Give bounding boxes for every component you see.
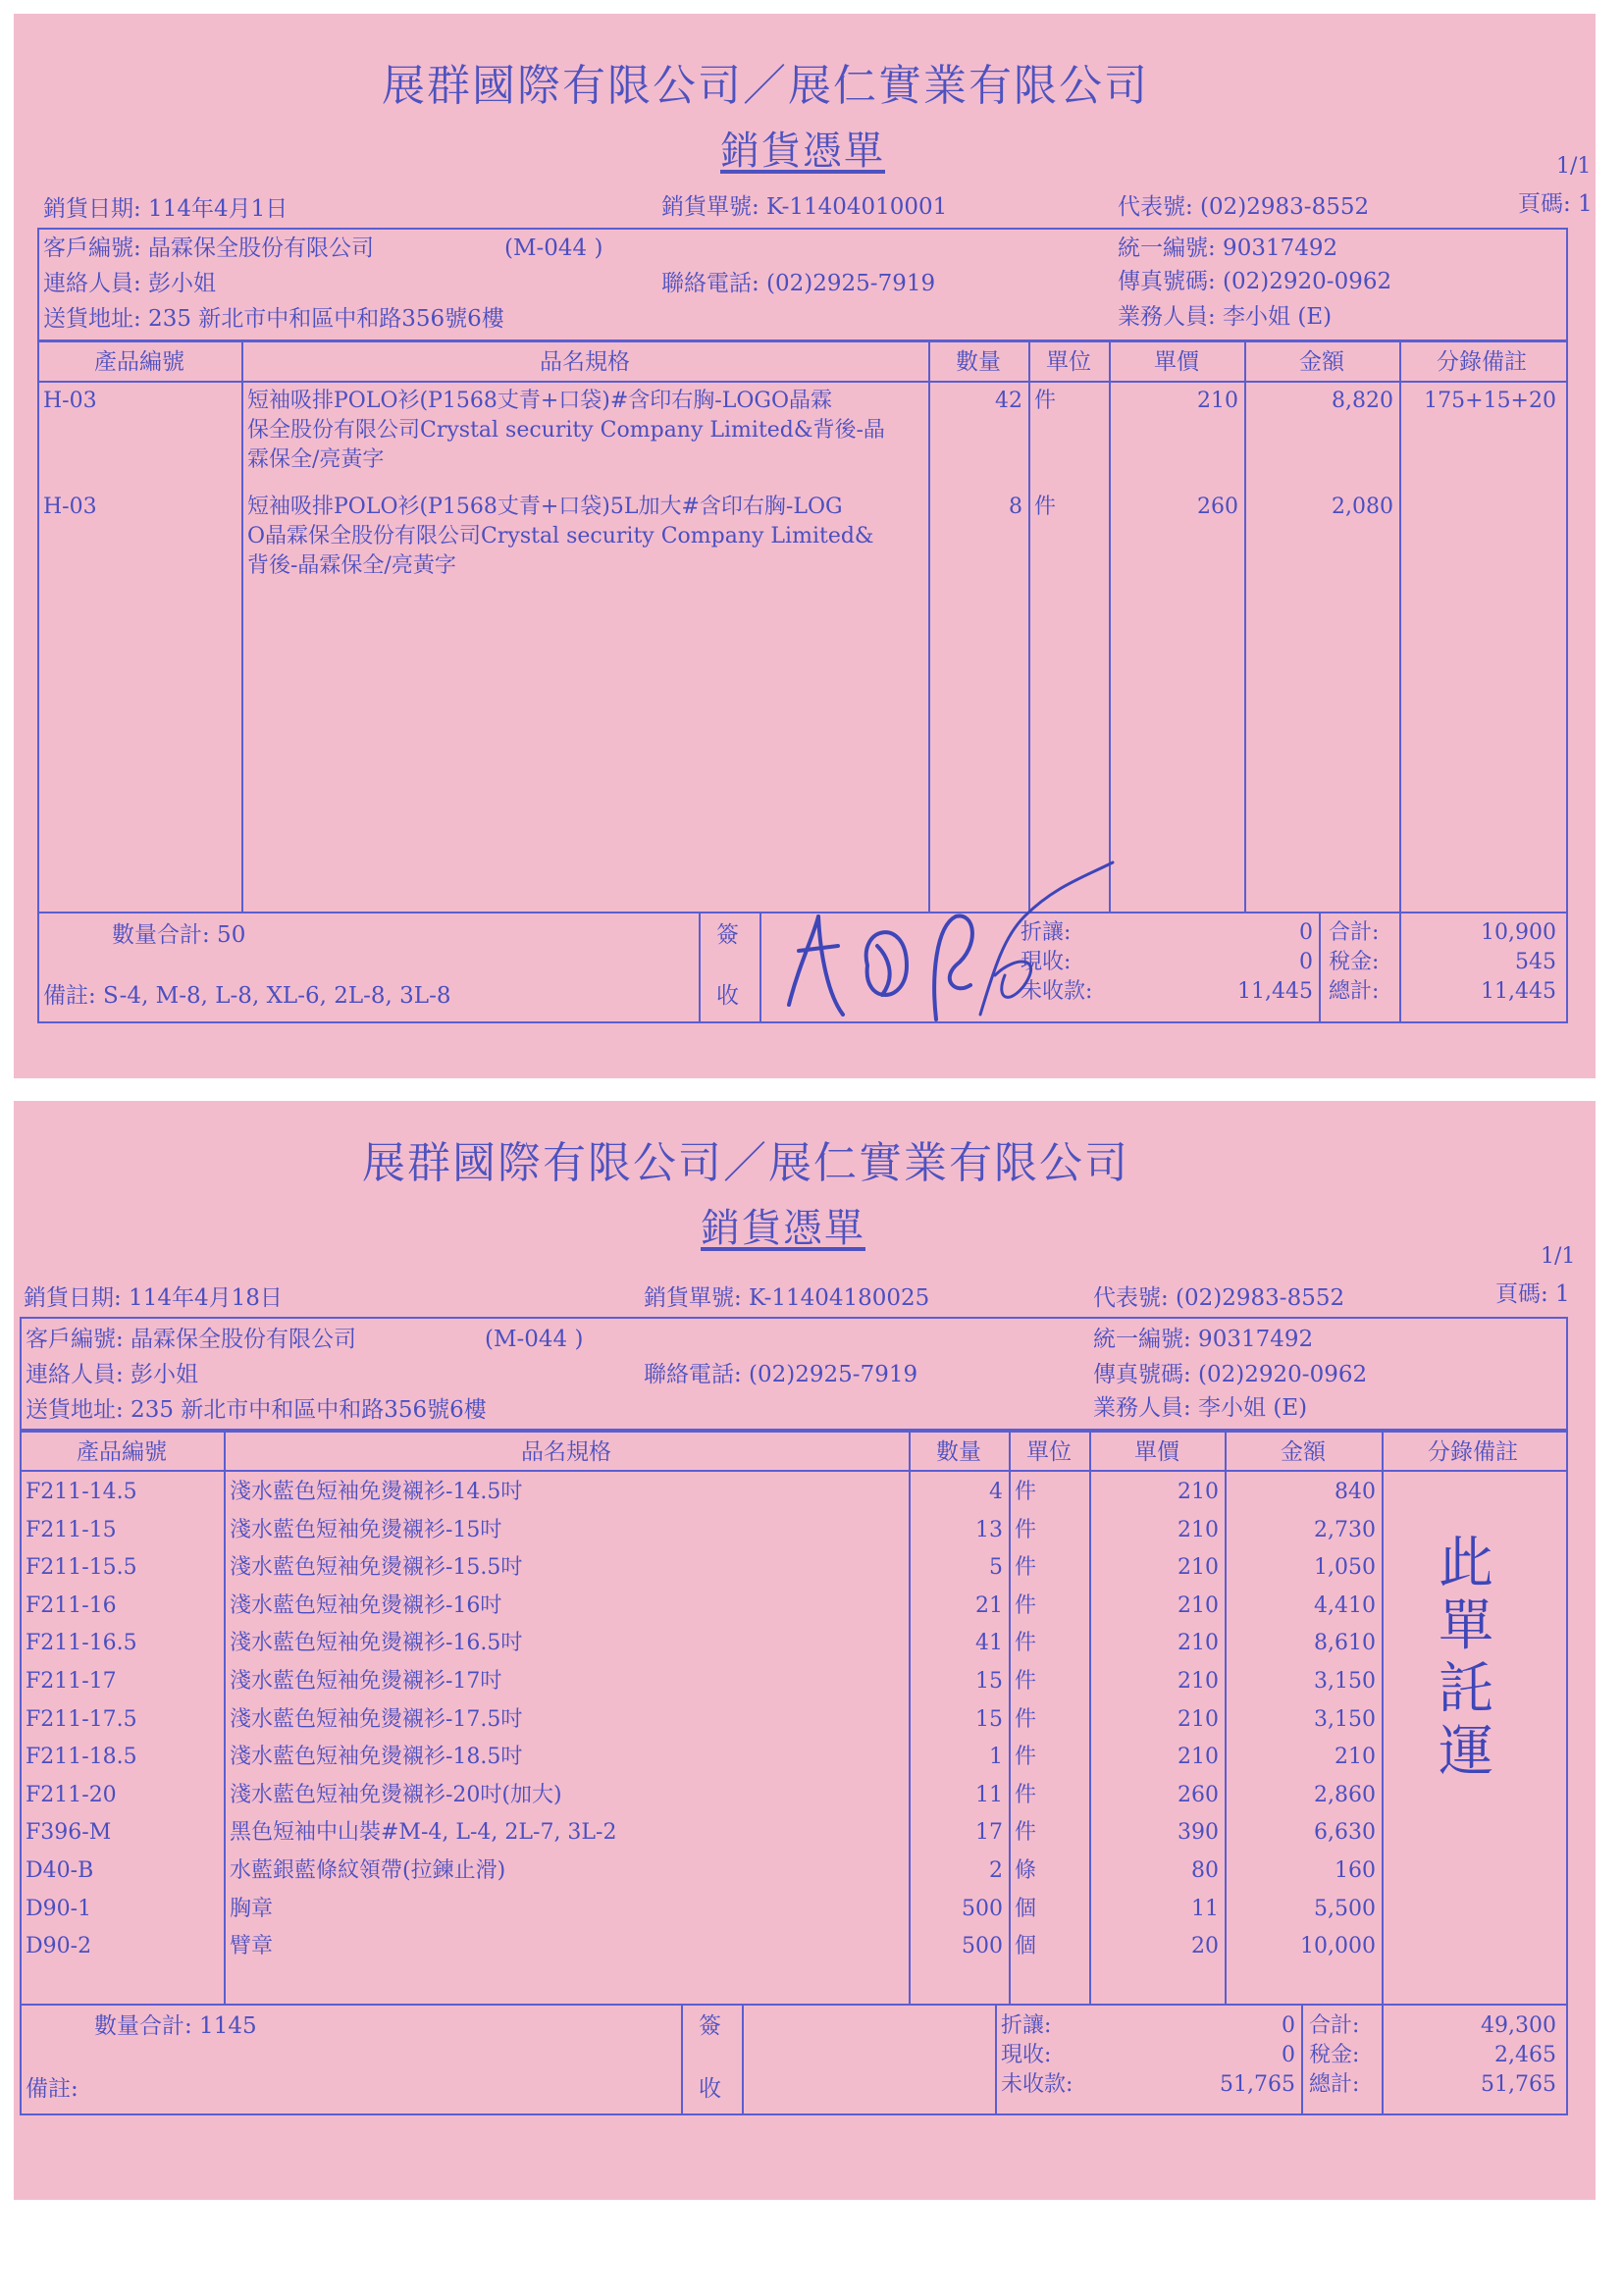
cash-label: 現收:	[1001, 2043, 1052, 2067]
entry-note: 175+15+20	[1424, 389, 1556, 413]
unpaid-label: 未收款:	[1001, 2072, 1073, 2097]
amount: 8,820	[1332, 389, 1393, 413]
fax-number: 傳真號碼: (02)2920-0962	[1118, 269, 1392, 294]
delivery-address: 送貨地址: 235 新北市中和區中和路356號6樓	[43, 306, 504, 332]
contact-phone: 聯絡電話: (02)2925-7919	[661, 271, 936, 296]
subtotal-label: 合計:	[1309, 2013, 1360, 2038]
subtotal-value: 10,900	[1481, 920, 1556, 945]
quantity: 500	[962, 1934, 1003, 1958]
product-name-line: 短袖吸排POLO衫(P1568丈青+口袋)5L加大#含印右胸-LOG	[247, 495, 843, 519]
unit: 件	[1015, 1820, 1037, 1845]
sales-slip-1	[14, 14, 1596, 1078]
quantity: 21	[975, 1593, 1003, 1618]
col-divider	[1319, 912, 1321, 1021]
product-name: 淺水藍色短袖免燙襯衫-14.5吋	[230, 1480, 523, 1504]
amount: 1,050	[1314, 1555, 1376, 1580]
amount: 4,410	[1314, 1593, 1376, 1618]
unit: 件	[1015, 1707, 1037, 1732]
header-name: 品名規格	[540, 349, 630, 375]
document-title: 銷貨憑單	[701, 1206, 865, 1251]
amount: 2,860	[1314, 1783, 1376, 1807]
header-note: 分錄備註	[1428, 1439, 1518, 1465]
quantity: 13	[975, 1518, 1003, 1542]
product-name: 淺水藍色短袖免燙襯衫-16.5吋	[230, 1631, 523, 1655]
quantity-total: 數量合計: 1145	[94, 2013, 257, 2039]
unit: 個	[1015, 1897, 1037, 1921]
header-price: 單價	[1154, 349, 1199, 375]
main-phone: 代表號: (02)2983-8552	[1118, 194, 1370, 220]
tax-value: 545	[1515, 950, 1556, 974]
product-code: D40-B	[26, 1858, 94, 1883]
product-code: F211-14.5	[26, 1480, 137, 1504]
product-name: 淺水藍色短袖免燙襯衫-20吋(加大)	[230, 1783, 562, 1807]
amount: 160	[1335, 1858, 1376, 1883]
unit: 個	[1015, 1934, 1037, 1958]
unit: 件	[1015, 1783, 1037, 1807]
subtotal-value: 49,300	[1481, 2013, 1556, 2038]
slip-number: 銷貨單號: K-11404010001	[661, 194, 948, 220]
unit: 件	[1015, 1518, 1037, 1542]
handwritten-char: 單	[1439, 1594, 1493, 1658]
handwritten-char: 託	[1439, 1657, 1493, 1721]
handwritten-char: 運	[1439, 1720, 1493, 1784]
amount: 10,000	[1300, 1934, 1376, 1958]
product-name: 水藍銀藍條紋領帶(拉鍊止滑)	[230, 1858, 506, 1883]
unit: 件	[1015, 1593, 1037, 1618]
product-name: 淺水藍色短袖免燙襯衫-18.5吋	[230, 1745, 523, 1769]
col-divider	[1244, 340, 1246, 912]
quantity: 1	[989, 1745, 1003, 1769]
header-qty: 數量	[956, 349, 1001, 375]
quantity: 15	[975, 1669, 1003, 1694]
tax-value: 2,465	[1494, 2043, 1556, 2067]
unit-price: 210	[1178, 1555, 1219, 1580]
amount: 2,730	[1314, 1518, 1376, 1542]
customer-code: (M-044 )	[504, 235, 603, 261]
col-divider	[995, 2004, 997, 2113]
quantity: 2	[989, 1858, 1003, 1883]
product-name: 黑色短袖中山裝#M-4, L-4, 2L-7, 3L-2	[230, 1820, 617, 1845]
unit-price: 260	[1178, 1783, 1219, 1807]
product-name-line: 霖保全/亮黃字	[247, 447, 385, 472]
unit: 件	[1015, 1480, 1037, 1504]
product-name: 淺水藍色短袖免燙襯衫-16吋	[230, 1593, 502, 1618]
total-value: 51,765	[1481, 2072, 1556, 2097]
document-title: 銷貨憑單	[720, 129, 885, 174]
product-code: F211-16.5	[26, 1631, 137, 1655]
unit-price: 210	[1178, 1593, 1219, 1618]
unit-price: 210	[1178, 1631, 1219, 1655]
header-amount: 金額	[1299, 349, 1344, 375]
amount: 210	[1335, 1745, 1376, 1769]
fax-number: 傳真號碼: (02)2920-0962	[1093, 1362, 1368, 1387]
handwritten-char: 此	[1439, 1532, 1493, 1595]
amount: 3,150	[1314, 1707, 1376, 1732]
header-unit: 單位	[1046, 349, 1091, 375]
sale-date: 銷貨日期: 114年4月1日	[43, 196, 288, 222]
header-code: 產品編號	[94, 349, 184, 375]
product-code: F211-20	[26, 1783, 117, 1807]
product-name-line: O晶霖保全股份有限公司Crystal security Company Limited&	[247, 524, 874, 548]
product-name-line: 背後-晶霖保全/亮黃字	[247, 553, 456, 578]
receive-label: 收	[716, 983, 739, 1009]
customer-name: 客戶編號: 晶霖保全股份有限公司	[43, 235, 375, 261]
sale-date: 銷貨日期: 114年4月18日	[24, 1285, 283, 1311]
amount: 2,080	[1332, 495, 1393, 519]
col-divider	[1382, 2004, 1384, 2113]
product-code: H-03	[43, 495, 97, 519]
product-name: 淺水藍色短袖免燙襯衫-15吋	[230, 1518, 502, 1542]
col-divider	[928, 340, 930, 912]
product-code: F211-17	[26, 1669, 117, 1694]
remarks: 備註: S-4, M-8, L-8, XL-6, 2L-8, 3L-8	[43, 983, 451, 1009]
product-name-line: 短袖吸排POLO衫(P1568丈青+口袋)#含印右胸-LOGO晶霖	[247, 389, 832, 413]
col-divider	[1109, 340, 1111, 912]
product-name-line: 保全股份有限公司Crystal security Company Limited&背後-晶	[247, 418, 885, 443]
quantity: 500	[962, 1897, 1003, 1921]
quantity: 8	[1009, 495, 1022, 519]
header-amount: 金額	[1281, 1439, 1326, 1465]
tax-id: 統一編號: 90317492	[1093, 1327, 1314, 1352]
col-divider	[681, 2004, 683, 2113]
tax-id: 統一編號: 90317492	[1118, 235, 1338, 261]
unit-price: 20	[1191, 1934, 1219, 1958]
col-divider	[1301, 2004, 1303, 2113]
product-name: 淺水藍色短袖免燙襯衫-15.5吋	[230, 1555, 523, 1580]
page-fraction: 1/1	[1541, 1244, 1576, 1269]
header-qty: 數量	[936, 1439, 981, 1465]
handwritten-signature	[759, 858, 1132, 1044]
page-fraction: 1/1	[1556, 154, 1592, 179]
product-code: D90-1	[26, 1897, 92, 1921]
table-header-divider	[20, 1470, 1566, 1472]
unit-price: 80	[1191, 1858, 1219, 1883]
discount-label: 折讓:	[1021, 920, 1072, 945]
unit: 件	[1015, 1669, 1037, 1694]
delivery-address: 送貨地址: 235 新北市中和區中和路356號6樓	[26, 1397, 487, 1423]
unpaid-value: 11,445	[1237, 979, 1313, 1004]
quantity: 42	[995, 389, 1022, 413]
header-code: 產品編號	[77, 1439, 167, 1465]
contact-person: 連絡人員: 彭小姐	[26, 1362, 199, 1387]
unit: 件	[1015, 1745, 1037, 1769]
product-name: 胸章	[230, 1897, 274, 1921]
page-number: 頁碼: 1	[1495, 1281, 1570, 1307]
sales-rep: 業務人員: 李小姐 (E)	[1093, 1395, 1308, 1421]
col-divider	[742, 2004, 744, 2113]
col-divider	[699, 912, 701, 1021]
header-name: 品名規格	[521, 1439, 611, 1465]
quantity-total: 數量合計: 50	[112, 922, 246, 948]
unit-price: 210	[1178, 1745, 1219, 1769]
unit-price: 210	[1197, 389, 1238, 413]
product-name: 淺水藍色短袖免燙襯衫-17吋	[230, 1669, 502, 1694]
unpaid-label: 未收款:	[1021, 979, 1093, 1004]
unit-price: 260	[1197, 495, 1238, 519]
total-value: 11,445	[1481, 979, 1556, 1004]
unit-price: 11	[1191, 1897, 1219, 1921]
slip-number: 銷貨單號: K-11404180025	[644, 1285, 930, 1311]
product-code: H-03	[43, 389, 97, 413]
quantity: 17	[975, 1820, 1003, 1845]
col-divider	[1399, 340, 1401, 912]
amount: 6,630	[1314, 1820, 1376, 1845]
col-divider	[224, 1431, 226, 2004]
unpaid-value: 51,765	[1220, 2072, 1295, 2097]
cash-label: 現收:	[1021, 950, 1072, 974]
quantity: 5	[989, 1555, 1003, 1580]
handwritten-note	[1439, 1533, 1493, 1784]
unit-price: 210	[1178, 1518, 1219, 1542]
total-label: 總計:	[1309, 2072, 1360, 2097]
quantity: 4	[989, 1480, 1003, 1504]
header-price: 單價	[1134, 1439, 1179, 1465]
page-number: 頁碼: 1	[1518, 191, 1593, 217]
product-code: D90-2	[26, 1934, 92, 1958]
product-code: F211-15.5	[26, 1555, 137, 1580]
product-code: F211-17.5	[26, 1707, 137, 1732]
unit: 件	[1015, 1555, 1037, 1580]
col-divider	[1399, 912, 1401, 1021]
contact-person: 連絡人員: 彭小姐	[43, 271, 217, 296]
contact-phone: 聯絡電話: (02)2925-7919	[644, 1362, 918, 1387]
header-unit: 單位	[1026, 1439, 1072, 1465]
customer-code: (M-044 )	[485, 1327, 584, 1352]
company-name: 展群國際有限公司／展仁實業有限公司	[362, 1138, 1129, 1188]
unit-price: 210	[1178, 1707, 1219, 1732]
amount: 840	[1335, 1480, 1376, 1504]
product-code: F211-18.5	[26, 1745, 137, 1769]
product-code: F211-16	[26, 1593, 117, 1618]
customer-name: 客戶編號: 晶霖保全股份有限公司	[26, 1327, 357, 1352]
unit: 件	[1034, 389, 1057, 413]
quantity: 15	[975, 1707, 1003, 1732]
unit-price: 390	[1178, 1820, 1219, 1845]
sign-label: 簽	[716, 922, 739, 948]
product-name: 淺水藍色短袖免燙襯衫-17.5吋	[230, 1707, 523, 1732]
unit: 條	[1015, 1858, 1037, 1883]
product-code: F396-M	[26, 1820, 112, 1845]
sign-label: 簽	[699, 2013, 721, 2039]
unit-price: 210	[1178, 1480, 1219, 1504]
quantity: 41	[975, 1631, 1003, 1655]
discount-value: 0	[1282, 2013, 1295, 2038]
product-name: 臂章	[230, 1934, 274, 1958]
sales-slip-2	[14, 1101, 1596, 2200]
subtotal-label: 合計:	[1329, 920, 1380, 945]
main-phone: 代表號: (02)2983-8552	[1093, 1285, 1345, 1311]
tax-label: 稅金:	[1309, 2043, 1360, 2067]
sales-rep: 業務人員: 李小姐 (E)	[1118, 304, 1333, 330]
cash-value: 0	[1282, 2043, 1295, 2067]
header-note: 分錄備註	[1437, 349, 1527, 375]
unit-price: 210	[1178, 1669, 1219, 1694]
col-divider	[1382, 1431, 1384, 2004]
total-label: 總計:	[1329, 979, 1380, 1004]
unit: 件	[1015, 1631, 1037, 1655]
unit: 件	[1034, 495, 1057, 519]
amount: 3,150	[1314, 1669, 1376, 1694]
company-name: 展群國際有限公司／展仁實業有限公司	[382, 61, 1149, 111]
col-divider	[1009, 1431, 1011, 2004]
amount: 5,500	[1314, 1897, 1376, 1921]
table-header-divider	[37, 381, 1566, 383]
col-divider	[241, 340, 243, 912]
tax-label: 稅金:	[1329, 950, 1380, 974]
product-code: F211-15	[26, 1518, 117, 1542]
quantity: 11	[975, 1783, 1003, 1807]
col-divider	[1028, 340, 1030, 912]
receive-label: 收	[699, 2076, 721, 2102]
amount: 8,610	[1314, 1631, 1376, 1655]
cash-value: 0	[1299, 950, 1313, 974]
remarks: 備註:	[26, 2076, 79, 2102]
discount-value: 0	[1299, 920, 1313, 945]
discount-label: 折讓:	[1001, 2013, 1052, 2038]
